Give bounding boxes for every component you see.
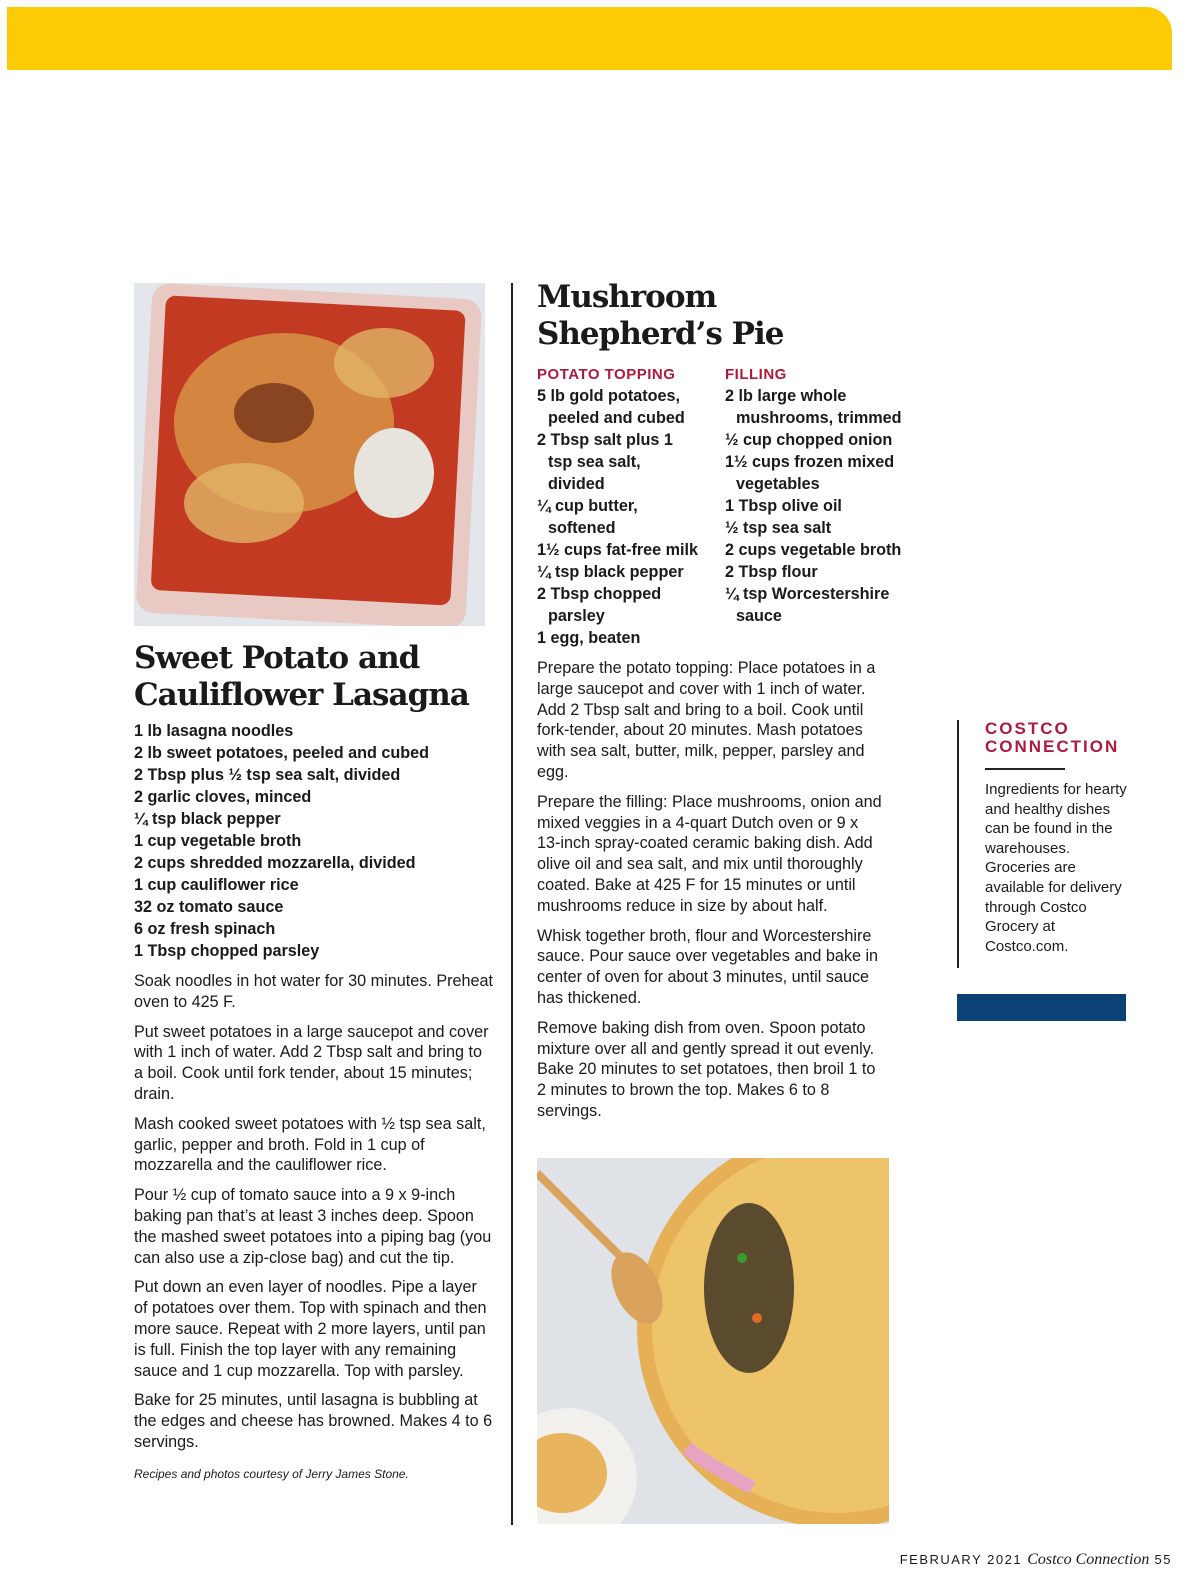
sidebar-blue-bar [957, 994, 1126, 1021]
ingredient: 2 Tbsp flour [725, 563, 818, 581]
pie-recipe [537, 279, 937, 1122]
shepherds-pie-photo [537, 1158, 889, 1524]
ingredient: ¼ tsp black pepper [134, 810, 281, 828]
ingredient: ½ tsp sea salt [725, 519, 832, 537]
page-footer [900, 1551, 1172, 1569]
sidebar-text: Ingredients for hearty and healthy dishes can be found in the warehouses. Groceries are available for delivery through Costco Grocery at Costco.com. [985, 781, 1127, 955]
step: Put sweet potatoes in a large saucepot and cover with 1 inch of water. Add 2 Tbsp salt and bring to a boil. Cook until fork tender, about 15 minutes; drain. [134, 1022, 489, 1103]
sidebar-heading [985, 720, 1137, 756]
step: Prepare the filling: Place mushrooms, onion and mixed veggies in a 4-quart Dutch oven or 9 x 13-inch spray-coated ceramic baking dish. Add olive oil and sea salt, and mix until thoroughly coated. Bake at 425 F for 15 minutes or until mushrooms reduce in size by about half. [537, 792, 882, 915]
ingredient: 1 Tbsp olive oil [725, 497, 842, 515]
topping-label: POTATO TOPPING [537, 366, 676, 383]
ingredient: ½ cup chopped onion [725, 431, 893, 449]
sidebar-rule [985, 768, 1065, 770]
pie-title [537, 279, 937, 353]
title-line: Shepherd’s Pie [537, 316, 784, 352]
ingredient: 1 cup cauliflower rice [134, 876, 299, 894]
ingredient: 32 oz tomato sauce [134, 898, 284, 916]
ingredient: 2 lb large whole mushrooms, trimmed [725, 387, 902, 427]
ingredient: 1 cup vegetable broth [134, 832, 302, 850]
step: Bake for 25 minutes, until lasagna is bubbling at the edges and cheese has browned. Makes 4 to 6 servings. [134, 1391, 493, 1451]
lasagna-photo [134, 283, 485, 626]
filling-label: FILLING [725, 366, 787, 383]
ingredient: 1 lb lasagna noodles [134, 722, 294, 740]
header-color-bar [7, 7, 1172, 70]
step: Remove baking dish from oven. Spoon potato mixture over all and gently spread it out evenly. Bake 20 minutes to set potatoes, then broil 1 to 2 minutes to brown the top. Makes 6 to 8 servings. [537, 1018, 876, 1120]
pie-ingredients [537, 365, 937, 649]
ingredient: ¼ tsp Worcestershire sauce [725, 585, 890, 625]
page-number: 55 [1154, 1552, 1172, 1567]
lasagna-ingredients [134, 720, 494, 962]
ingredient: 6 oz fresh spinach [134, 920, 276, 938]
ingredient: 1 Tbsp chopped parsley [134, 942, 320, 960]
photo-credit: Recipes and photos courtesy of Jerry James Stone. [134, 1466, 409, 1481]
step: Soak noodles in hot water for 30 minutes. Preheat oven to 425 F. [134, 972, 494, 1011]
step: Mash cooked sweet potatoes with ½ tsp sea salt, garlic, pepper and broth. Fold in 1 cup of mozzarella and the cauliflower rice. [134, 1114, 486, 1175]
step: Put down an even layer of noodles. Pipe a layer of potatoes over them. Top with spinach and then more sauce. Repeat with 2 more layers, until pan is full. Finish the top layer with any remaining sauce and 1 cup mozzarella. Top with parsley. [134, 1278, 487, 1380]
ingredient: 2 cups vegetable broth [725, 541, 902, 559]
lasagna-title [134, 640, 494, 714]
ingredient: ¼ cup butter, softened [537, 497, 638, 537]
lasagna-recipe [134, 640, 494, 1481]
issue-date: FEBRUARY 2021 [899, 1552, 1023, 1567]
filling-column [725, 365, 935, 649]
title-line: Sweet Potato and [134, 640, 420, 676]
title-line: Mushroom [537, 279, 717, 315]
magazine-name: Costco Connection [1027, 1551, 1150, 1568]
column-divider [511, 283, 513, 1525]
heading-line: COSTCO [985, 719, 1070, 738]
ingredient: 1 egg, beaten [537, 629, 641, 647]
ingredient: 2 Tbsp plus ½ tsp sea salt, divided [134, 766, 401, 784]
ingredient: 1½ cups fat-free milk [537, 541, 699, 559]
costco-connection-sidebar [957, 720, 1137, 968]
ingredient: 2 Tbsp chopped parsley [537, 585, 662, 625]
ingredient: 5 lb gold potatoes, peeled and cubed [537, 387, 685, 427]
pie-steps [537, 658, 882, 1122]
step: Prepare the potato topping: Place potatoes in a large saucepot and cover with 1 inch of water. Add 2 Tbsp salt and bring to a boil. Cook until fork-tender, about 20 minutes. Mash potatoes with sea salt, butter, milk, pepper, parsley and egg. [537, 659, 876, 781]
heading-line: CONNECTION [985, 737, 1120, 756]
ingredient: 2 cups shredded mozzarella, divided [134, 854, 416, 872]
title-line: Cauliflower Lasagna [134, 677, 469, 713]
ingredient: 1½ cups frozen mixed vegetables [725, 453, 895, 493]
topping-column [537, 365, 725, 649]
step: Pour ½ cup of tomato sauce into a 9 x 9-inch baking pan that’s at least 3 inches deep. Spoon the mashed sweet potatoes into a piping bag (you can also use a zip-close bag) and cut the tip. [134, 1186, 492, 1267]
ingredient: ¼ tsp black pepper [537, 563, 684, 581]
step: Whisk together broth, flour and Worcestershire sauce. Pour sauce over vegetables and bake in center of oven for about 3 minutes, until sauce has thickened. [537, 926, 879, 1007]
ingredient: 2 lb sweet potatoes, peeled and cubed [134, 744, 430, 762]
ingredient: 2 garlic cloves, minced [134, 788, 312, 806]
ingredient: 2 Tbsp salt plus 1 tsp sea salt, divided [537, 431, 673, 493]
